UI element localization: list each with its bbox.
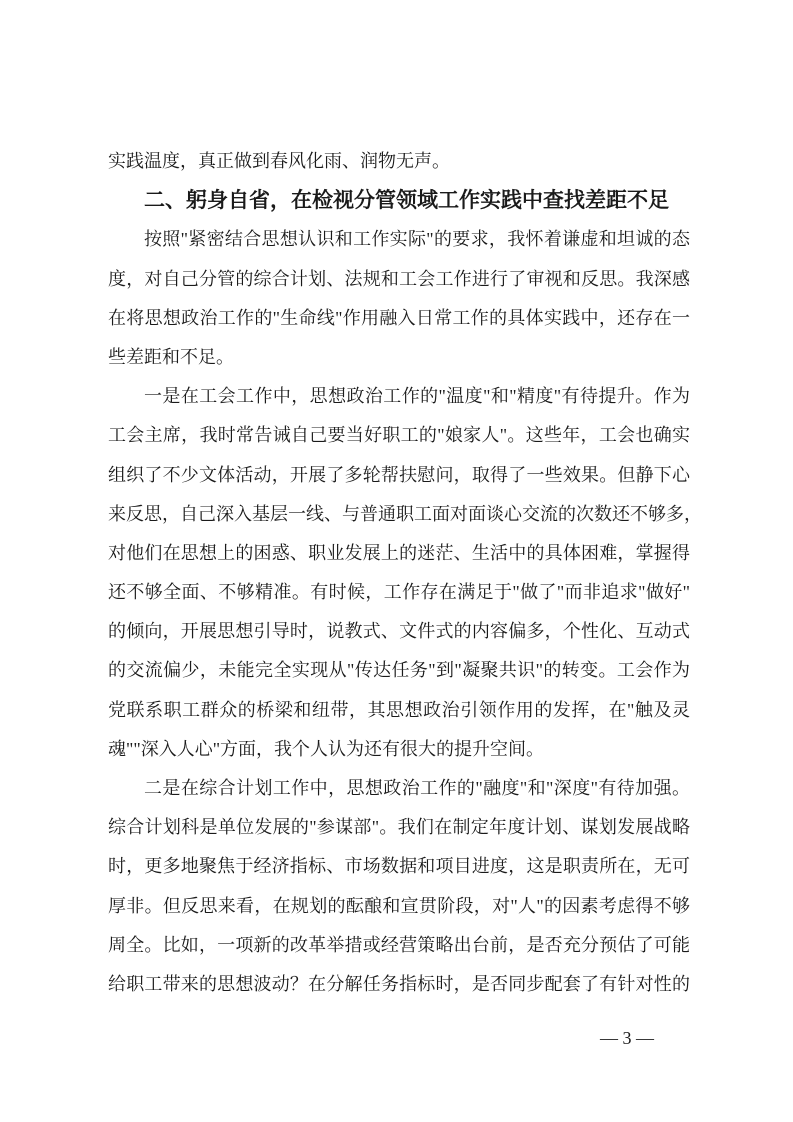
paragraph-line: 实践温度，真正做到春风化雨、润物无声。 — [108, 151, 450, 171]
document-body — [108, 142, 702, 1004]
paragraph-line: 的交流偏少，未能完全实现从"传达任务"到"凝聚共识"的转变。工会作为 — [108, 660, 690, 681]
paragraph-line: 来反思，自己深入基层一线、与普通职工面对面谈心交流的次数还不够多， — [108, 503, 702, 524]
paragraph-line: 党联系职工群众的桥梁和纽带，其思想政治引领作用的发挥，在"触及灵 — [108, 699, 690, 720]
paragraph-line: 按照"紧密结合思想认识和工作实际"的要求，我怀着谦虚和坦诚的态 — [144, 229, 690, 250]
paragraph-line: 的倾向，开展思想引导时，说教式、文件式的内容偏多，个性化、互动式 — [108, 621, 690, 642]
paragraph-line: 时，更多地聚焦于经济指标、市场数据和项目进度，这是职责所在，无可 — [108, 856, 690, 877]
paragraph-line: 二是在综合计划工作中，思想政治工作的"融度"和"深度"有待加强。 — [144, 778, 690, 798]
paragraph-line: 在将思想政治工作的"生命线"作用融入日常工作的具体实践中，还存在一 — [108, 307, 690, 328]
paragraph-line: 综合计划科是单位发展的"参谋部"。我们在制定年度计划、谋划发展战略 — [108, 817, 690, 838]
paragraph-line: 还不够全面、不够精准。有时候，工作存在满足于"做了"而非追求"做好" — [108, 582, 690, 603]
paragraph-line: 些差距和不足。 — [108, 346, 234, 367]
paragraph-line: 周全。比如，一项新的改革举措或经营策略出台前，是否充分预估了可能 — [108, 934, 690, 955]
paragraph-line: 对他们在思想上的困惑、职业发展上的迷茫、生活中的具体困难，掌握得 — [108, 542, 690, 563]
paragraph-line: 组织了不少文体活动，开展了多轮帮扶慰问，取得了一些效果。但静下心 — [108, 464, 690, 485]
paragraph-line: 给职工带来的思想波动？在分解任务指标时，是否同步配套了有针对性的 — [108, 973, 690, 994]
paragraph-line: 一是在工会工作中，思想政治工作的"温度"和"精度"有待提升。作为 — [144, 386, 690, 407]
section-heading: 二、躬身自省，在检视分管领域工作实践中查找差距不足 — [144, 189, 669, 213]
paragraph-line: 工会主席，我时常告诫自己要当好职工的"娘家人"。这些年，工会也确实 — [108, 425, 690, 446]
paragraph-line: 厚非。但反思来看，在规划的酝酿和宣贯阶段，对"人"的因素考虑得不够 — [108, 895, 690, 916]
paragraph-line: 度，对自己分管的综合计划、法规和工会工作进行了审视和反思。我深感 — [108, 268, 690, 289]
paragraph-line: 魂""深入人心"方面，我个人认为还有很大的提升空间。 — [108, 738, 545, 759]
page-number: — 3 — — [600, 1028, 654, 1048]
